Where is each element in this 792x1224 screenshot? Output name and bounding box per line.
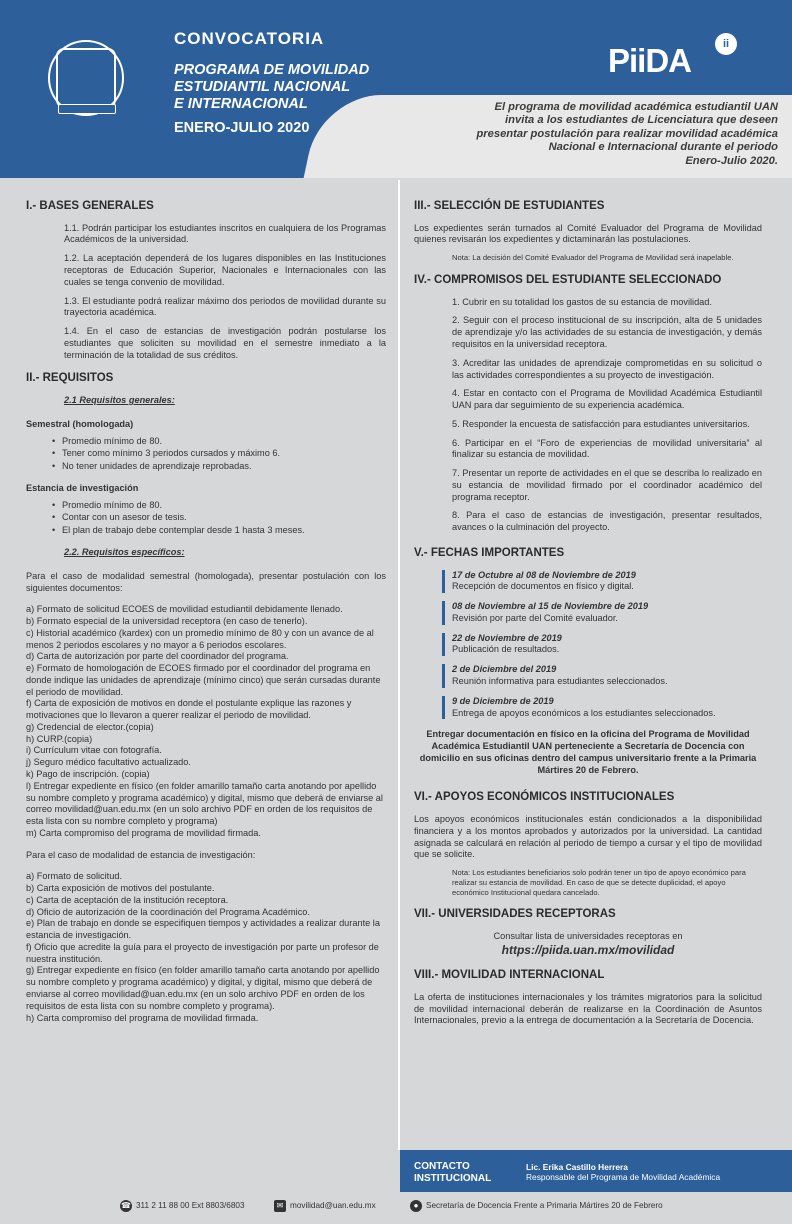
list-item: b) Formato especial de la universidad receptora (en caso de tenerlo). [26, 616, 308, 627]
document-list [26, 604, 386, 839]
label: Estancia de investigación [26, 482, 139, 493]
date-item: 2 de Diciembre del 2019 Reunión informativa para estudiantes seleccionados. [442, 664, 762, 688]
left-column [26, 199, 386, 1024]
footer-address: ● Secretaría de Docencia Frente a Primaria Mártires 20 de Febrero [410, 1200, 663, 1212]
bullet-list [52, 500, 386, 537]
date-item: 17 de Octubre al 08 de Noviembre de 2019 Recepción de documentos en físico y digital. [442, 570, 762, 594]
list-item: k) Pago de inscripción. (copia) [26, 769, 150, 779]
bullet-list [52, 436, 386, 473]
location-icon: ● [410, 1200, 422, 1212]
universities-link[interactable]: https://piida.uan.mx/movilidad [501, 942, 675, 957]
list-item: • Promedio mínimo de 80. [52, 500, 386, 512]
paragraph: Consultar lista de universidades receptoras en [493, 931, 683, 942]
list-item: h) Carta compromiso del programa de movilidad firmada. [26, 1012, 259, 1023]
list-item: 8. Para el caso de estancias de investigación, presentar resultados, avances o la culminación del proyecto. [452, 510, 762, 533]
phone-icon: ☎ [121, 1201, 131, 1210]
list-item: 7. Presentar un reporte de actividades en el que se describa lo realizado en su estancia de movilidad firmado por el coordinador académico del programa receptor. [452, 468, 762, 502]
section-title: III.- SELECCIÓN DE ESTUDIANTES [414, 200, 605, 212]
list-item: f) Carta de exposición de motivos en donde el postulante explique las razones y motivaciones que lo llevaron a querer realizar el periodo de movilidad. [26, 698, 352, 721]
program-period: ENERO-JULIO 2020 [174, 120, 310, 136]
list-item: e) Plan de trabajo en donde se especifiquen tiempos y actividades a realizar durante la estancia de investigación. [26, 918, 380, 941]
section-title: II.- REQUISITOS [26, 372, 114, 385]
list-item: g) Credencial de elector.(copia) [26, 721, 154, 732]
list-item: 3. Acreditar las unidades de aprendizaje comprometidas en su solicitud o las actividades correspondientes a su proyecto de investigación. [452, 357, 762, 380]
footer [0, 1192, 792, 1224]
label: Semestral (homologada) [26, 418, 134, 429]
list-item: i) Currículum vitae con fotografía. [26, 745, 162, 756]
list-item: • El plan de trabajo debe contemplar desde 1 hasta 3 meses. [52, 525, 386, 537]
list-item: 1.2. La aceptación dependerá de los lugares disponibles en las Instituciones receptoras de Educación Superior, Nacionales e Internacionales con las cuales se tenga convenio de movilidad. [64, 253, 386, 287]
mail-icon: ✉ [274, 1200, 286, 1212]
date-item: 9 de Diciembre de 2019 Entrega de apoyos económicos a los estudiantes seleccionados. [442, 696, 762, 720]
note: Nota: Los estudiantes beneficiarios solo podrán tener un tipo de apoyo económico para realizar su estancia de movilidad. En caso de que se detecte duplicidad, el apoyo económico Institucional quedara cancelado. [452, 868, 746, 897]
paragraph: La oferta de instituciones internacionales y los trámites migratorios para la solicitud de movilidad internacional deberán de realizarse en la Coordinación de Asuntos Internacionales, previo a la entrega de documentación a la Secretaría de Docencia. [414, 991, 762, 1026]
convocatoria-label: CONVOCATORIA [174, 29, 325, 48]
contact-bar [400, 1150, 792, 1192]
section-title: VIII.- MOVILIDAD INTERNACIONAL [414, 969, 605, 982]
contact-title: CONTACTO INSTITUCIONAL [414, 1161, 492, 1184]
subsection-title: 2.1 Requisitos generales: [64, 395, 175, 406]
header [0, 0, 792, 178]
intro-text: El programa de movilidad académica estudiantil UAN invita a los estudiantes de Licenciatura que deseen presentar postulación para realizar movilidad académica Nacional e Internacional durante el periodo Enero-Julio 2020. [476, 101, 778, 167]
paragraph: Para el caso de modalidad de estancia de investigación: [26, 849, 256, 860]
paragraph: Los apoyos económicos institucionales están condicionados a la disponibilidad financiera y a los montos aprobados y autorizados por la universidad. La cantidad asignada se calculará en relación al periodo de tiempo a cursar y el tipo de movilidad que se solicite. [414, 814, 762, 860]
list-item: 5. Responder la encuesta de satisfacción para estudiantes universitarios. [452, 418, 750, 429]
section-title: V.- FECHAS IMPORTANTES [414, 546, 565, 559]
list-item: c) Carta de aceptación de la institución receptora. [26, 894, 229, 905]
list-item: 2. Seguir con el proceso institucional de su inscripción, alta de 5 unidades de aprendizaje y/o las actividades de su estancia de investigación, y demás requisitos en la universidad receptora. [452, 315, 762, 349]
list-item: d) Carta de autorización por parte del coordinador del programa. [26, 651, 289, 662]
list-item: 6. Participar en el “Foro de experiencias de movilidad universitaria” al finalizar su estancia de movilidad. [452, 437, 762, 460]
list-item: a) Formato de solicitud ECOES de movilidad estudiantil debidamente llenado. [26, 604, 343, 615]
column-divider [398, 180, 400, 1150]
date-item: 08 de Noviembre al 15 de Noviembre de 2019 Revisión por parte del Comité evaluador. [442, 601, 762, 625]
list-item: f) Oficio que acredite la guía para el proyecto de investigación por parte un profesor de nuestra institución. [26, 941, 379, 964]
list-item: 1.4. En el caso de estancias de investigación podrán postularse los estudiantes que soliciten su movilidad en el semestre inmediato a la terminación de la totalidad de sus créditos. [64, 326, 386, 360]
footer-phone: ☎ 311 2 11 88 00 Ext 8803/6803 [121, 1200, 245, 1210]
list-item: • No tener unidades de aprendizaje reprobadas. [52, 461, 386, 473]
section-title: I.- BASES GENERALES [26, 200, 154, 212]
list-item: 1. Cubrir en su totalidad los gastos de su estancia de movilidad. [452, 296, 712, 307]
list-item: 1.3. El estudiante podrá realizar máximo dos periodos de movilidad durante su trayectoria académica. [64, 295, 386, 318]
list-item: d) Oficio de autorización de la coordinación del Programa Académico. [26, 906, 310, 917]
list-item: 4. Estar en contacto con el Programa de Movilidad Académica Estudiantil UAN para dar seguimiento de su experiencia académica. [452, 388, 762, 411]
list-item: c) Historial académico (kardex) con un promedio mínimo de 80 y con un avance de al menos 2 periodos escolares y no mayor a 6 periodos escolares. [26, 627, 374, 650]
list-item: e) Formato de homologación de ECOES firmado por el coordinador del programa en donde indique las unidades de aprendizaje (mínimo cinco) que serán cursadas durante el periodo de movilidad. [26, 663, 381, 697]
note: Nota: La decisión del Comité Evaluador del Programa de Movilidad será inapelable. [452, 253, 734, 263]
delivery-notice: Entregar documentación en físico en la oficina del Programa de Movilidad Académica Estudiantil UAN perteneciente a Secretaría de Docencia con domicilio en sus oficinas dentro del campus universitario frente a la Primaria Mártires 20 de Febrero. [419, 729, 757, 775]
document-list [26, 871, 386, 1024]
list-item: • Promedio mínimo de 80. [52, 436, 386, 448]
list-item: a) Formato de solicitud. [26, 871, 122, 882]
section-title: VII.- UNIVERSIDADES RECEPTORAS [414, 908, 616, 921]
date-item: 22 de Noviembre de 2019 Publicación de resultados. [442, 633, 762, 657]
list-item: h) CURP.(copia) [26, 733, 93, 744]
footer-email[interactable]: ✉ movilidad@uan.edu.mx [274, 1200, 376, 1212]
list-item: m) Carta compromiso del programa de movilidad firmada. [26, 827, 261, 838]
list-item: b) Carta exposición de motivos del postulante. [26, 883, 215, 894]
seal-ribbon [58, 104, 116, 114]
piida-logo: PiiDA [608, 42, 692, 79]
paragraph: Los expedientes serán turnados al Comité Evaluador del Programa de Movilidad quienes revisarán los expedientes y dictaminarán las postulaciones. [414, 222, 762, 245]
program-title: PROGRAMA DE MOVILIDAD ESTUDIANTIL NACIONAL E INTERNACIONAL [174, 62, 370, 112]
list-item: • Contar con un asesor de tesis. [52, 512, 386, 524]
list-item: l) Entregar expediente en físico (en folder amarillo tamaño carta anotando por apellido su nombre completo y programa académico) y digital, mismo que deberá de enviarse al correo movilidad@uan.edu.mx (en un solo archivo PDF en orden de los requisitos de esta lista con su nombre completo y programa) [26, 780, 383, 827]
contact-person: Lic. Erika Castillo Herrera Responsable del Programa de Movilidad Académica [526, 1162, 721, 1183]
right-column [414, 199, 762, 1034]
logo-badge: ii [715, 33, 737, 55]
list-item: j) Seguro médico facultativo actualizado. [26, 757, 191, 768]
section-title: IV.- COMPROMISOS DEL ESTUDIANTE SELECCIONADO [414, 273, 722, 286]
list-item: • Tener como mínimo 3 periodos cursados y máximo 6. [52, 448, 386, 460]
list-item: 1.1. Podrán participar los estudiantes inscritos en cualquiera de los Programas Académicos de la universidad. [64, 222, 386, 245]
section-title: VI.- APOYOS ECONÓMICOS INSTITUCIONALES [414, 791, 675, 804]
subsection-title: 2.2. Requisitos específicos: [64, 546, 185, 557]
list-item: g) Entregar expediente en físico (en folder amarillo tamaño carta anotando por apellido su nombre completo y programa académico) y digital, y digital, mismo que deberá de enviarse al correo movilidad@uan.edu.mx (en un solo archivo PDF en orden de los requisitos de esta lista con su nombre completo y programa). [26, 965, 380, 1011]
paragraph: Para el caso de modalidad semestral (homologada), presentar postulación con los siguientes documentos: [26, 570, 386, 593]
